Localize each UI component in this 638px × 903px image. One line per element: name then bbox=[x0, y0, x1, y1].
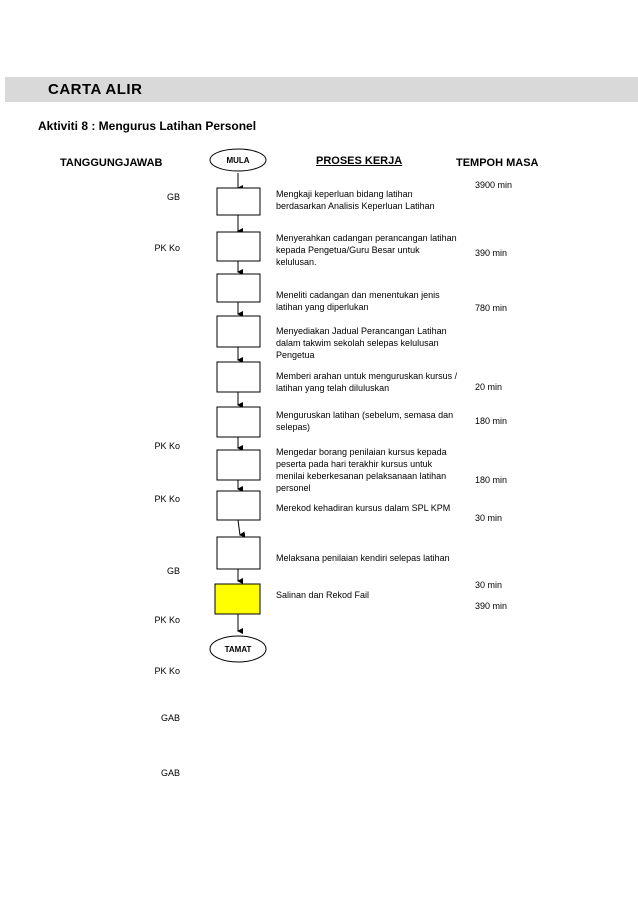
header-process: PROSES KERJA bbox=[316, 155, 403, 167]
duration-6: 180 min bbox=[475, 475, 508, 485]
step-4: Menyediakan Jadual Perancangan Latihan dalam takwim sekolah selepas kelulusan Pengetua bbox=[276, 326, 447, 360]
step-8: Merekod kehadiran kursus dalam SPL KPM bbox=[276, 503, 451, 513]
end-label: TAMAT bbox=[224, 645, 252, 654]
responsibility-5: GB bbox=[166, 566, 180, 576]
duration-7: 30 min bbox=[475, 513, 503, 523]
duration-3: 780 min bbox=[475, 303, 508, 313]
step-1: Mengkaji keperluan bidang latihan berdasarkan Analisis Keperluan Latihan bbox=[276, 189, 435, 211]
activity-subtitle: Aktiviti 8 : Mengurus Latihan Personel bbox=[38, 119, 257, 133]
step-3: Meneliti cadangan dan menentukan jenis latihan yang diperlukan bbox=[276, 290, 440, 312]
duration-4: 20 min bbox=[475, 382, 503, 392]
responsibility-3: PK Ko bbox=[154, 441, 180, 451]
process-box-9 bbox=[217, 537, 260, 569]
step-7: Mengedar borang penilaian kursus kepada peserta pada hari terakhir kursus untuk menilai keberkesanan pelaksanaan latihan personel bbox=[276, 447, 447, 493]
responsibility-4: PK Ko bbox=[154, 494, 180, 504]
duration-9: 390 min bbox=[475, 601, 508, 611]
step-2: Menyerahkan cadangan perancangan latihan kepada Pengetua/Guru Besar untuk kelulusan. bbox=[276, 233, 457, 267]
header-responsibility: TANGGUNGJAWAB bbox=[60, 157, 163, 169]
header-duration: TEMPOH MASA bbox=[456, 157, 539, 169]
page-title: CARTA ALIR bbox=[48, 81, 143, 98]
step-9: Melaksana penilaian kendiri selepas latihan bbox=[276, 553, 450, 563]
responsibility-7: PK Ko bbox=[154, 666, 180, 676]
responsibility-8: GAB bbox=[160, 713, 180, 723]
responsibility-9: GAB bbox=[160, 768, 180, 778]
duration-2: 390 min bbox=[475, 248, 508, 258]
duration-5: 180 min bbox=[475, 416, 508, 426]
process-box-2 bbox=[217, 232, 260, 261]
step-5: Memberi arahan untuk menguruskan kursus / latihan yang telah diluluskan bbox=[276, 371, 458, 393]
responsibility-2: PK Ko bbox=[154, 243, 180, 253]
process-box-6 bbox=[217, 407, 260, 437]
duration-8: 30 min bbox=[475, 580, 503, 590]
step-10: Salinan dan Rekod Fail bbox=[276, 590, 370, 600]
process-box-5 bbox=[217, 362, 260, 392]
process-box-1 bbox=[217, 188, 260, 215]
responsibility-1: GB bbox=[166, 192, 180, 202]
responsibility-6: PK Ko bbox=[154, 615, 180, 625]
step-6: Menguruskan latihan (sebelum, semasa dan selepas) bbox=[276, 410, 454, 432]
process-box-10-highlight bbox=[215, 584, 260, 614]
process-box-7 bbox=[217, 450, 260, 480]
duration-1: 3900 min bbox=[475, 180, 513, 190]
process-box-8 bbox=[217, 491, 260, 520]
process-box-3 bbox=[217, 274, 260, 302]
process-box-4 bbox=[217, 316, 260, 347]
start-label: MULA bbox=[226, 156, 250, 165]
